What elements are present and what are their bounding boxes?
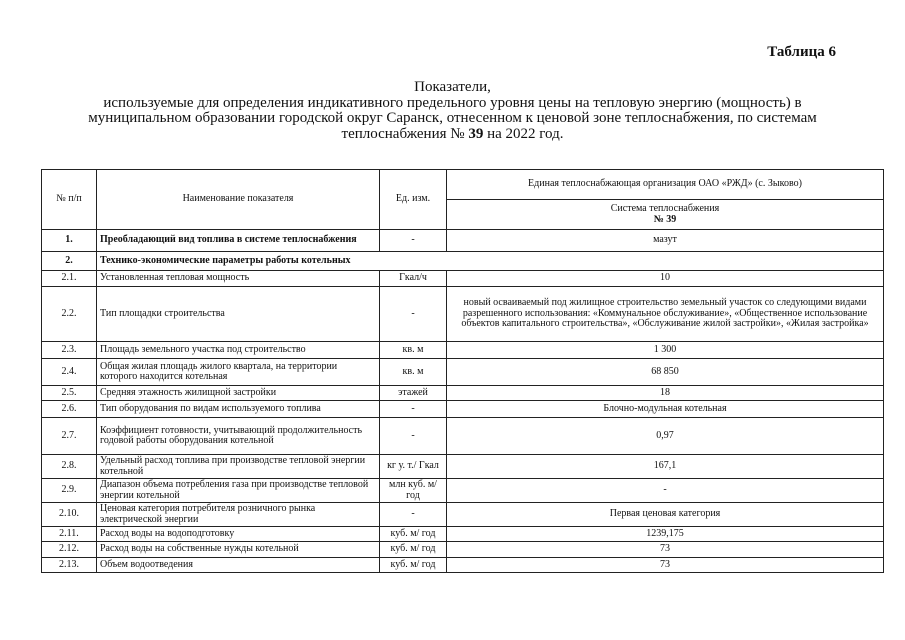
row-num: 2.8. [42,455,97,479]
row-name: Объем водоотведения [97,558,380,573]
table-row [42,230,884,252]
row-num: 2.2. [42,287,97,342]
row-name: Средняя этажность жилищной застройки [97,386,380,401]
row-unit: - [380,418,447,455]
header-col-unit: Ед. изм. [380,170,447,230]
header-system-line-1: Система теплоснабжения [610,203,720,214]
header-col-name: Наименование показателя [97,170,380,230]
table-row [42,359,884,386]
table-row [42,455,884,479]
header-org: Единая теплоснабжающая организация ОАО «РЖД» (с. Зыково) [447,170,884,200]
table-row [42,386,884,401]
row-value: 0,97 [447,418,884,455]
row-value: мазут [447,230,884,252]
row-unit: кг у. т./ Гкал [380,455,447,479]
row-num: 2.9. [42,479,97,503]
title-line-3: муниципальном образовании городской округ Саранск, отнесенном к ценовой зоне теплоснабжения, по системам [88,110,817,126]
table-row [42,479,884,503]
row-value: 10 [447,271,884,287]
row-num: 2.11. [42,527,97,542]
row-name: Расход воды на собственные нужды котельной [97,542,380,558]
row-name: Тип оборудования по видам используемого топлива [97,401,380,418]
row-num: 2.7. [42,418,97,455]
table-row [42,271,884,287]
row-num: 2.6. [42,401,97,418]
table-row [42,527,884,542]
row-num: 2.10. [42,503,97,527]
row-name: Коэффициент готовности, учитывающий продолжительность годовой работы оборудования котельной [97,418,380,455]
row-value: 68 850 [447,359,884,386]
row-name: Диапазон объема потребления газа при производстве тепловой энергии котельной [97,479,380,503]
row-num: 2.13. [42,558,97,573]
document-title [40,80,865,142]
row-value: 73 [447,542,884,558]
title-line-4-prefix: теплоснабжения № [341,125,469,142]
title-line-1: Показатели, [414,79,491,95]
table-row [42,418,884,455]
table-row [42,558,884,573]
header-col-num: № п/п [42,170,97,230]
row-unit: Гкал/ч [380,271,447,287]
row-unit: кв. м [380,342,447,359]
header-system [447,200,884,230]
table-row [42,542,884,558]
section-title: Технико-экономические параметры работы котельных [97,252,884,271]
row-num: 2. [42,252,97,271]
title-line-4 [40,127,865,143]
row-unit: млн куб. м/год [380,479,447,503]
table-row [42,401,884,418]
row-value: новый осваиваемый под жилищное строительство земельный участок со следующими видами разрешенного использования: «Коммунальное обслуживание», «Общественное использование объектов капитального строительства», «Обслуживание жилой застройки», «Жилая застройка» [447,287,884,342]
row-name: Ценовая категория потребителя розничного рынка электрической энергии [97,503,380,527]
system-number: 39 [468,125,484,142]
row-unit: кв. м [380,359,447,386]
row-name: Установленная тепловая мощность [97,271,380,287]
indicators-table [41,169,884,573]
row-name: Общая жилая площадь жилого квартала, на территории которого находится котельная [97,359,380,386]
row-unit: куб. м/ год [380,527,447,542]
row-value: Первая ценовая категория [447,503,884,527]
table-row [42,342,884,359]
row-num: 2.3. [42,342,97,359]
row-num: 2.1. [42,271,97,287]
table-row [42,503,884,527]
row-value: 1 300 [447,342,884,359]
table-row [42,287,884,342]
row-value: - [447,479,884,503]
row-value: Блочно-модульная котельная [447,401,884,418]
row-name: Площадь земельного участка под строительство [97,342,380,359]
row-value: 1239,175 [447,527,884,542]
title-line-4-suffix: на 2022 год. [483,125,564,142]
row-unit: - [380,287,447,342]
row-num: 1. [42,230,97,252]
row-num: 2.4. [42,359,97,386]
row-name: Тип площадки строительства [97,287,380,342]
section-row [42,252,884,271]
header-system-line-2: № 39 [653,213,677,225]
row-value: 73 [447,558,884,573]
row-name: Расход воды на водоподготовку [97,527,380,542]
row-name: Удельный расход топлива при производстве тепловой энергии котельной [97,455,380,479]
row-unit: куб. м/ год [380,542,447,558]
title-line-2: используемые для определения индикативного предельного уровня цены на тепловую энергию (мощность) в [103,94,802,111]
row-num: 2.12. [42,542,97,558]
header-row [42,170,884,200]
row-value: 167,1 [447,455,884,479]
row-unit: - [380,401,447,418]
row-unit: этажей [380,386,447,401]
table-label: Таблица 6 [767,44,836,60]
row-unit: куб. м/ год [380,558,447,573]
row-unit: - [380,503,447,527]
row-name: Преобладающий вид топлива в системе теплоснабжения [97,230,380,252]
row-value: 18 [447,386,884,401]
row-num: 2.5. [42,386,97,401]
row-unit: - [380,230,447,252]
